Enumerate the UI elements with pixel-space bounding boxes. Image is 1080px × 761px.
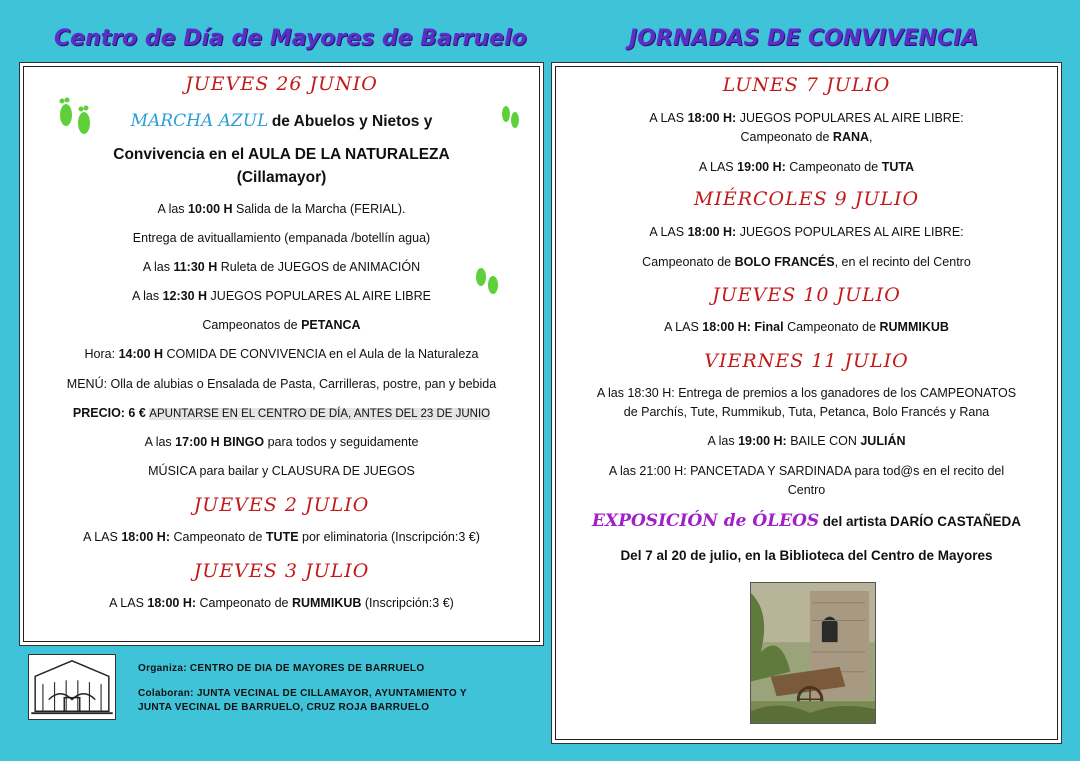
schedule-line: A las 10:00 H Salida de la Marcha (FERIAL). [157, 202, 406, 216]
right-header-title: JORNADAS DE CONVIVENCIA [629, 26, 979, 51]
schedule-line: A las 11:30 H Ruleta de JUEGOS de ANIMACIÓN [142, 260, 421, 274]
marcha-azul-title: MARCHA AZUL [130, 111, 269, 131]
cillamayor-line: (Cillamayor) [236, 169, 327, 186]
signup-note: APUNTARSE EN EL CENTRO DE DÍA, ANTES DEL 23 DE JUNIO [149, 408, 491, 420]
marcha-azul-line [24, 111, 539, 131]
schedule-line: A las 19:00 H: BAILE CON JULIÁN [707, 434, 906, 448]
left-header-title: Centro de Día de Mayores de Barruelo [54, 26, 527, 51]
schedule-line: Campeonato de BOLO FRANCÉS, en el recinto del Centro [642, 255, 971, 269]
schedule-line: Campeonato de RANA, [740, 130, 873, 144]
schedule-line: Hora: 14:00 H COMIDA DE CONVIVENCIA en el Aula de la Naturaleza [84, 347, 479, 361]
schedule-line: A LAS 18:00 H: Final Campeonato de RUMMIKUB [664, 320, 949, 334]
collaborators-text: Colaboran: JUNTA VECINAL DE CILLAMAYOR, AYUNTAMIENTO Y [138, 688, 467, 699]
date-heading: JUEVES 2 JULIO [193, 494, 370, 516]
schedule-line: MÚSICA para bailar y CLAUSURA DE JUEGOS [148, 464, 415, 478]
marcha-subtitle: de Abuelos y Nietos y [271, 113, 433, 130]
schedule-line: Centro [787, 483, 826, 497]
date-heading: MIÉRCOLES 9 JULIO [693, 188, 920, 210]
exhibition-dates: Del 7 al 20 de julio, en la Biblioteca del Centro de Mayores [620, 548, 993, 563]
convivencia-pre: Convivencia en el [113, 146, 245, 163]
exhibition-line: EXPOSICIÓN de ÓLEOS del artista DARÍO CASTAÑEDA [592, 511, 1021, 531]
schedule-line: A LAS 18:00 H: Campeonato de TUTE por eliminatoria (Inscripción:3 €) [83, 530, 480, 544]
convivencia-line [24, 146, 539, 164]
schedule-line: Entrega de avituallamiento (empanada /botellín agua) [132, 231, 431, 245]
schedule-line: A LAS 18:00 H: Campeonato de RUMMIKUB (Inscripción:3 €) [109, 596, 454, 610]
schedule-line: A LAS 19:00 H: Campeonato de TUTA [698, 160, 915, 174]
schedule-line: A LAS 18:00 H: JUEGOS POPULARES AL AIRE LIBRE: [649, 111, 964, 125]
date-heading: JUEVES 10 JULIO [712, 284, 901, 306]
schedule-line: A LAS 18:00 H: JUEGOS POPULARES AL AIRE LIBRE: [649, 225, 964, 239]
schedule-line: A las 21:00 H: PANCETADA Y SARDINADA para tod@s en el recito del [608, 464, 1005, 478]
exhibition-title: EXPOSICIÓN de ÓLEOS [592, 511, 820, 531]
date-heading: LUNES 7 JULIO [722, 74, 891, 96]
collaborators-text: JUNTA VECINAL DE BARRUELO, CRUZ ROJA BARRUELO [138, 702, 430, 713]
organizer-text: Organiza: CENTRO DE DIA DE MAYORES DE BARRUELO [138, 663, 425, 674]
price-line [24, 406, 539, 420]
schedule-line: Campeonatos de PETANCA [202, 318, 361, 332]
schedule-line: A las 12:30 H JUEGOS POPULARES AL AIRE LIBRE [131, 289, 431, 303]
left-program-panel [23, 66, 540, 642]
schedule-line: A las 18:30 H: Entrega de premios a los ganadores de los CAMPEONATOS [596, 386, 1017, 400]
date-heading: JUEVES 26 JUNIO [185, 73, 378, 95]
price-value: PRECIO: 6 € [72, 406, 146, 420]
date-heading: VIERNES 11 JULIO [704, 350, 909, 372]
building-sketch-logo [28, 654, 116, 720]
convivencia-place: AULA DE LA NATURALEZA [247, 146, 450, 163]
schedule-line: de Parchís, Tute, Rummikub, Tuta, Petanca, Bolo Francés y Rana [623, 405, 990, 419]
menu-line: MENÚ: Olla de alubias o Ensalada de Pasta, Carrilleras, postre, pan y bebida [66, 377, 497, 391]
date-heading: JUEVES 3 JULIO [193, 560, 370, 582]
schedule-line: A las 17:00 H BINGO para todos y seguidamente [144, 435, 419, 449]
oil-painting-image [750, 582, 876, 724]
